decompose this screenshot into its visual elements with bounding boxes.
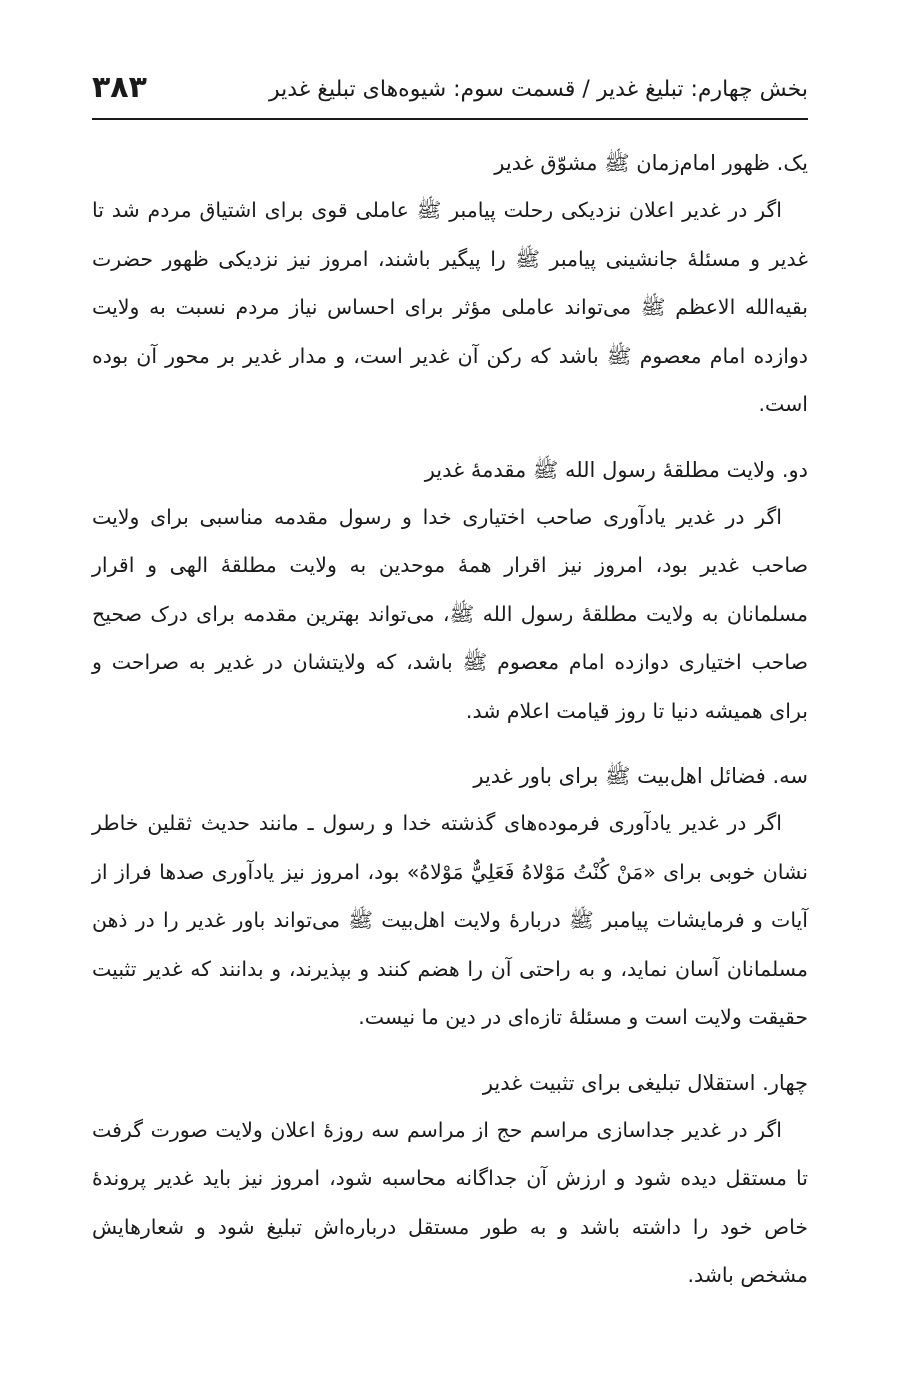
section-heading: چهار. استقلال تبلیغی برای تثبیت غدیر: [482, 1070, 808, 1095]
section-paragraph: اگر در غدیر یادآوری فرموده‌های گذشته خدا و رسول ـ مانند حدیث ثقلین خاطر نشان خوبی برای «مَنْ كُنْتُ مَوْلاهُ فَعَلِيٌّ مَوْلاهُ» بود، امروز نیز یادآوری صدها فراز از آیات و فرمایشات پیامبر ﷺ دربارهٔ ولایت اهل‌بیت ﷺ می‌تواند باور غدیر را در ذهن مسلمانان آسان نماید، و به راحتی آن را هضم کنند و بپذیرند، و بدانند که غدیر تثبیت حقیقت ولایت است و مسئلهٔ تازه‌ای در دین ما نیست.: [92, 811, 808, 1029]
section-paragraph: اگر در غدیر یادآوری صاحب اختیاری خدا و رسول مقدمه مناسبی برای ولایت صاحب غدیر بود، امروز نیز اقرار همهٔ موحدین به ولایت مطلقهٔ الهی و اقرار مسلمانان به ولایت مطلقهٔ رسول الله ﷺ، می‌تواند بهترین مقدمه برای درک صحیح صاحب اختیاری دوازده امام معصوم ﷺ باشد، که ولایتشان در غدیر به صراحت و برای همیشه دنیا تا روز قیامت اعلام شد.: [92, 504, 808, 723]
section-three: [92, 753, 808, 1042]
section-paragraph: اگر در غدیر جداسازی مراسم حج از مراسم سه روزهٔ اعلان ولایت صورت گرفت تا مستقل دیده شود و ارزش آن جداگانه محاسبه شود، امروز نیز باید غدیر پروندهٔ خاص خود را داشته باشد و به طور مستقل درباره‌اش تبلیغ شود و شعارهایش مشخص باشد.: [92, 1117, 808, 1287]
page-number: ۳۸۳: [92, 70, 147, 105]
book-page: [92, 0, 808, 1390]
section-paragraph: اگر در غدیر اعلان نزدیکی رحلت پیامبر ﷺ عاملی قوی برای اشتیاق مردم شد تا غدیر و مسئلهٔ جانشینی پیامبر ﷺ را پیگیر باشند، امروز نیز نزدیکی ظهور حضرت بقیه‌الله الاعظم ﷺ می‌تواند عاملی مؤثر برای احساس نیاز مردم نسبت به ولایت دوازده امام معصوم ﷺ باشد که رکن آن غدیر است، و مدار غدیر بر محور آن بوده است.: [92, 198, 808, 416]
section-heading: دو. ولایت مطلقهٔ رسول الله ﷺ مقدمهٔ غدیر: [424, 457, 808, 482]
section-heading: سه. فضائل اهل‌بیت ﷺ برای باور غدیر: [473, 764, 808, 788]
section-four: [92, 1060, 808, 1300]
section-two: [92, 447, 808, 736]
section-one: [92, 140, 808, 429]
running-header: [92, 62, 808, 120]
running-header-title: بخش چهارم: تبلیغ غدیر / قسمت سوم: شیوه‌های تبلیغ غدیر: [268, 77, 808, 102]
page-content: [92, 140, 808, 1318]
section-heading: یک. ظهور امام‌زمان ﷺ مشوّق غدیر: [494, 151, 808, 175]
